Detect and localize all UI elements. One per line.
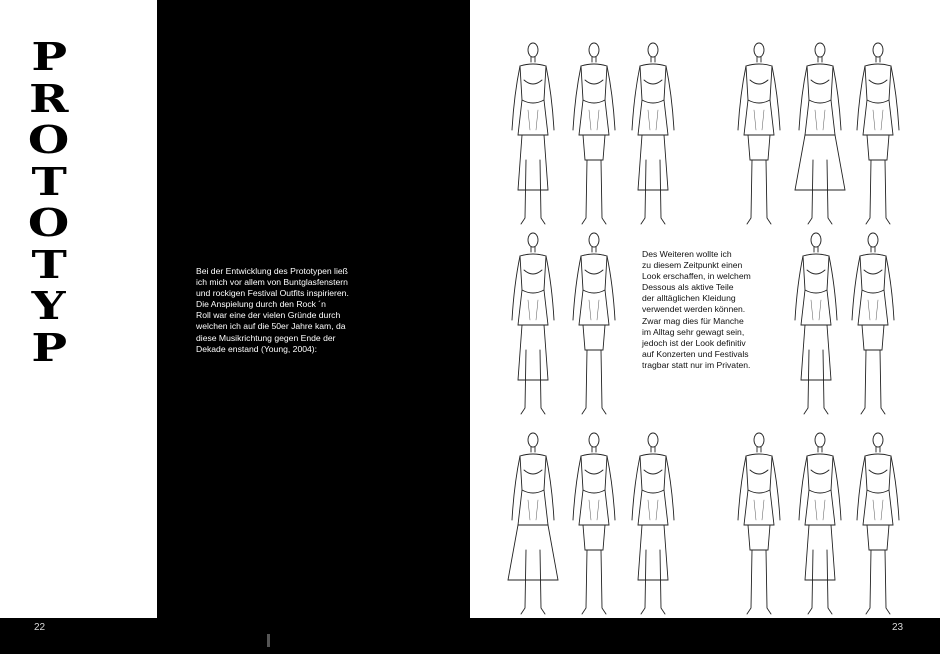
vertical-title-prototyp xyxy=(18,36,80,368)
page-footer xyxy=(0,618,940,654)
title-letter: O xyxy=(28,117,70,162)
page-number-left: 22 xyxy=(34,622,46,633)
title-letter: O xyxy=(28,200,70,245)
fashion-figure-sketch-icon xyxy=(561,40,627,230)
fashion-figure-sketch-icon xyxy=(726,430,792,620)
fashion-figure-sketch-icon xyxy=(840,230,906,420)
scroll-marker xyxy=(267,634,270,647)
fashion-figure-sketch-icon xyxy=(500,230,566,420)
fashion-figure-sketch-icon xyxy=(787,430,853,620)
right-body-text: Des Weiteren wollte ich zu diesem Zeitpunkt einen Look erschaffen, in welchem Dessous als aktive Teile der alltäglichen Kleidung verwendet werden können. Zwar mag dies für Manche im Alltag sehr gewagt sein, jedoch ist der Look definitiv auf Konzerten und Festivals tragbar statt nur im Privaten. xyxy=(642,249,751,370)
fashion-figure-sketch-icon xyxy=(620,430,686,620)
fashion-figure-sketch-icon xyxy=(500,40,566,230)
fashion-figure-sketch-icon xyxy=(620,40,686,230)
page-number-right: 23 xyxy=(892,622,904,633)
title-letter: P xyxy=(31,324,67,370)
fashion-figure-sketch-icon xyxy=(726,40,792,230)
left-body-text: Bei der Entwicklung des Prototypen ließ ich mich vor allem von Buntglasfenstern und rockigen Festival Outfits inspirieren. Die Anspielung durch den Rock ´n Roll war eine der vielen Gründe durch welchen ich auf die 50er Jahre kam, da diese Musikrichtung gegen Ende der Dekade enstand (Young, 2004): xyxy=(196,266,349,354)
title-letter: T xyxy=(31,241,67,287)
title-letter: P xyxy=(31,34,67,79)
title-letter: Y xyxy=(32,283,66,328)
fashion-figure-sketch-icon xyxy=(561,230,627,420)
title-letter: R xyxy=(29,75,69,121)
fashion-figure-sketch-icon xyxy=(845,430,911,620)
fashion-figure-sketch-icon xyxy=(561,430,627,620)
title-letter: T xyxy=(31,158,67,204)
fashion-figure-sketch-icon xyxy=(845,40,911,230)
fashion-figure-sketch-icon xyxy=(500,430,566,620)
fashion-figure-sketch-icon xyxy=(787,40,853,230)
